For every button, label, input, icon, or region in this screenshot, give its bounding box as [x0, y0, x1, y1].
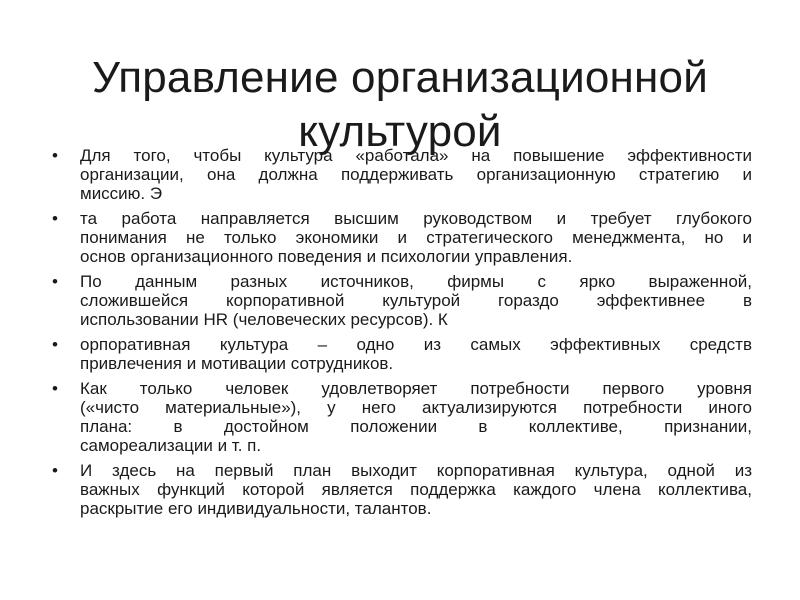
slide-title-line-1: Управление организационной [92, 53, 708, 103]
bullet-line: И здесь на первый план выходит корпоративная культура, одной из [80, 461, 752, 480]
bullet-item [52, 335, 752, 373]
bullet-line: та работа направляется высшим руководством и требует глубокого [80, 209, 752, 228]
bullet-dot-icon: • [52, 461, 58, 480]
bullet-line: («чисто материальные»), у него актуализируются потребности иного [80, 398, 752, 417]
bullet-item [52, 146, 752, 203]
bullet-line: важных функций которой является поддержка каждого члена коллектива, [80, 480, 752, 499]
bullet-dot-icon: • [52, 335, 58, 354]
bullet-list [52, 146, 752, 524]
bullet-line: использовании HR (человеческих ресурсов). К [80, 310, 448, 329]
bullet-line: привлечения и мотивации сотрудников. [80, 354, 394, 373]
slide-title [40, 51, 760, 159]
bullet-line: Для того, чтобы культура «работала» на повышение эффективности [80, 146, 752, 165]
bullet-line: понимания не только экономики и стратегического менеджмента, но и [80, 228, 752, 247]
bullet-line: раскрытие его индивидуальности, талантов. [80, 499, 432, 518]
bullet-item [52, 461, 752, 518]
bullet-dot-icon: • [52, 272, 58, 291]
bullet-line: основ организационного поведения и психологии управления. [80, 247, 573, 266]
bullet-line: Как только человек удовлетворяет потребности первого уровня [80, 379, 752, 398]
bullet-dot-icon: • [52, 379, 58, 398]
bullet-line: плана: в достойном положении в коллективе, признании, [80, 417, 752, 436]
bullet-item [52, 209, 752, 266]
bullet-line: сложившейся корпоративной культурой гораздо эффективнее в [80, 291, 752, 310]
bullet-line: орпоративная культура – одно из самых эффективных средств [80, 335, 752, 354]
bullet-line: миссию. Э [80, 184, 163, 203]
bullet-dot-icon: • [52, 146, 58, 165]
bullet-item [52, 379, 752, 455]
bullet-line: По данным разных источников, фирмы с ярко выраженной, [80, 272, 752, 291]
slide-title-line-2: культурой [298, 107, 502, 157]
bullet-line: самореализации и т. п. [80, 436, 262, 455]
bullet-line: организации, она должна поддерживать организационную стратегию и [80, 165, 752, 184]
bullet-item [52, 272, 752, 329]
bullet-dot-icon: • [52, 209, 58, 228]
